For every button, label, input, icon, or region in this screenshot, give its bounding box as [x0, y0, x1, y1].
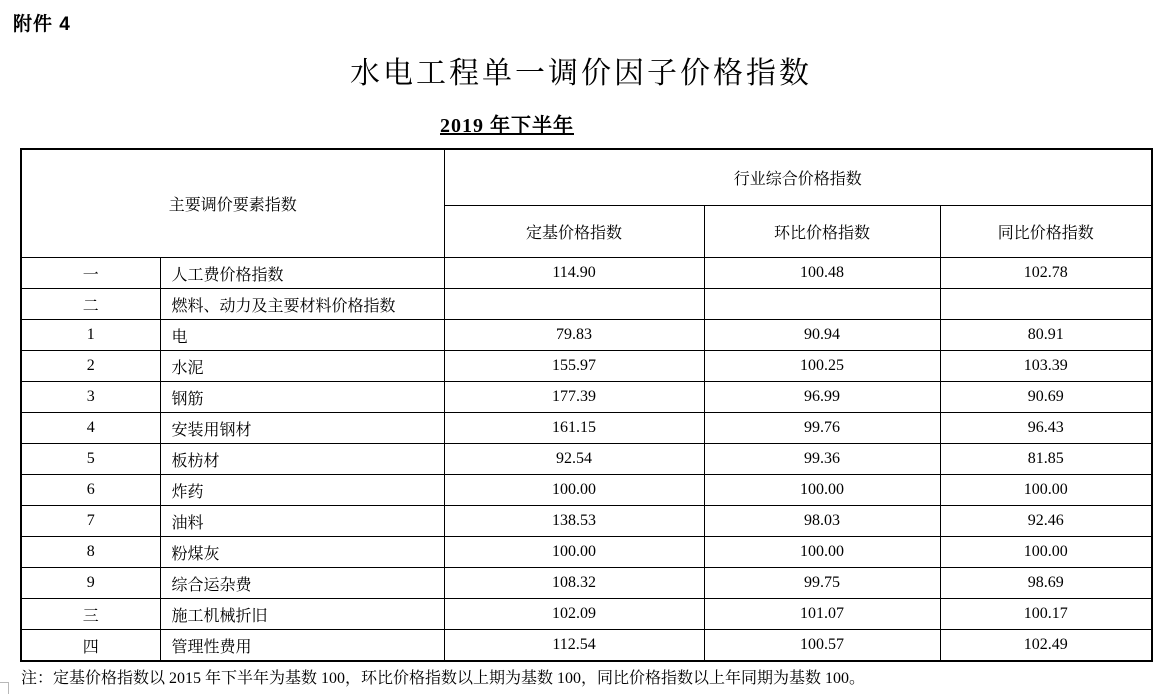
header-fixed-base-index: 定基价格指数: [444, 206, 704, 258]
row-number: 9: [21, 568, 160, 599]
row-number: 6: [21, 475, 160, 506]
cell-fixed-base: 102.09: [444, 599, 704, 630]
table-row: [21, 537, 1152, 568]
cell-fixed-base: 114.90: [444, 258, 704, 289]
header-row-1: [21, 149, 1152, 206]
row-number: 四: [21, 630, 160, 662]
cell-yoy: 80.91: [940, 320, 1152, 351]
cell-mom: 98.03: [704, 506, 940, 537]
table-row: [21, 351, 1152, 382]
cell-mom: 100.25: [704, 351, 940, 382]
cell-fixed-base: 161.15: [444, 413, 704, 444]
row-name: 施工机械折旧: [160, 599, 444, 630]
cell-fixed-base: 92.54: [444, 444, 704, 475]
header-industry-composite: 行业综合价格指数: [444, 149, 1152, 206]
cell-yoy: 100.00: [940, 537, 1152, 568]
cell-mom: [704, 289, 940, 320]
row-name: 水泥: [160, 351, 444, 382]
table-row: [21, 289, 1152, 320]
row-name: 油料: [160, 506, 444, 537]
attachment-label: 附件 4: [13, 14, 71, 35]
row-number: 一: [21, 258, 160, 289]
row-number: 5: [21, 444, 160, 475]
table-header: [21, 149, 1152, 258]
row-name: 管理性费用: [160, 630, 444, 662]
cell-yoy: 90.69: [940, 382, 1152, 413]
table-row: [21, 413, 1152, 444]
row-number: 二: [21, 289, 160, 320]
cell-mom: 90.94: [704, 320, 940, 351]
header-mom-index: 环比价格指数: [704, 206, 940, 258]
cell-yoy: 100.17: [940, 599, 1152, 630]
row-name: 综合运杂费: [160, 568, 444, 599]
cell-yoy: 98.69: [940, 568, 1152, 599]
table-row: [21, 444, 1152, 475]
cell-mom: 99.75: [704, 568, 940, 599]
doc-title: 水电工程单一调价因子价格指数: [350, 57, 812, 90]
row-name: 燃料、动力及主要材料价格指数: [160, 289, 444, 320]
cell-mom: 99.76: [704, 413, 940, 444]
cell-yoy: 96.43: [940, 413, 1152, 444]
cell-fixed-base: 138.53: [444, 506, 704, 537]
cell-fixed-base: 177.39: [444, 382, 704, 413]
cell-yoy: 81.85: [940, 444, 1152, 475]
row-number: 7: [21, 506, 160, 537]
row-name: 电: [160, 320, 444, 351]
cell-fixed-base: 79.83: [444, 320, 704, 351]
cell-mom: 100.57: [704, 630, 940, 662]
header-main-factors: 主要调价要素指数: [21, 149, 444, 258]
cell-yoy: 103.39: [940, 351, 1152, 382]
header-yoy-index: 同比价格指数: [940, 206, 1152, 258]
table-body: [21, 258, 1152, 662]
cell-yoy: 92.46: [940, 506, 1152, 537]
cell-fixed-base: 155.97: [444, 351, 704, 382]
table-row: [21, 568, 1152, 599]
table-row: [21, 630, 1152, 662]
row-name: 板枋材: [160, 444, 444, 475]
table-row: [21, 258, 1152, 289]
row-name: 人工费价格指数: [160, 258, 444, 289]
cell-mom: 100.00: [704, 475, 940, 506]
row-number: 2: [21, 351, 160, 382]
cell-mom: 99.36: [704, 444, 940, 475]
row-name: 钢筋: [160, 382, 444, 413]
doc-subtitle: 2019 年下半年: [440, 115, 574, 137]
row-name: 粉煤灰: [160, 537, 444, 568]
table-row: [21, 320, 1152, 351]
table-row: [21, 506, 1152, 537]
row-number: 3: [21, 382, 160, 413]
cell-yoy: 102.78: [940, 258, 1152, 289]
row-name: 炸药: [160, 475, 444, 506]
cell-fixed-base: 100.00: [444, 475, 704, 506]
cell-fixed-base: 112.54: [444, 630, 704, 662]
price-index-table: [20, 148, 1153, 662]
table-row: [21, 599, 1152, 630]
row-number: 4: [21, 413, 160, 444]
cell-mom: 100.48: [704, 258, 940, 289]
table-row: [21, 382, 1152, 413]
row-number: 1: [21, 320, 160, 351]
cell-fixed-base: 108.32: [444, 568, 704, 599]
table-row: [21, 475, 1152, 506]
footnote: 注：定基价格指数以 2015 年下半年为基数 100，环比价格指数以上期为基数 100，同比价格指数以上年同期为基数 100。: [21, 670, 866, 687]
cell-yoy: 100.00: [940, 475, 1152, 506]
row-number: 8: [21, 537, 160, 568]
cell-yoy: 102.49: [940, 630, 1152, 662]
cell-yoy: [940, 289, 1152, 320]
cell-mom: 100.00: [704, 537, 940, 568]
page-corner-mark: [0, 682, 9, 694]
cell-fixed-base: [444, 289, 704, 320]
cell-fixed-base: 100.00: [444, 537, 704, 568]
cell-mom: 101.07: [704, 599, 940, 630]
cell-mom: 96.99: [704, 382, 940, 413]
row-number: 三: [21, 599, 160, 630]
row-name: 安装用钢材: [160, 413, 444, 444]
